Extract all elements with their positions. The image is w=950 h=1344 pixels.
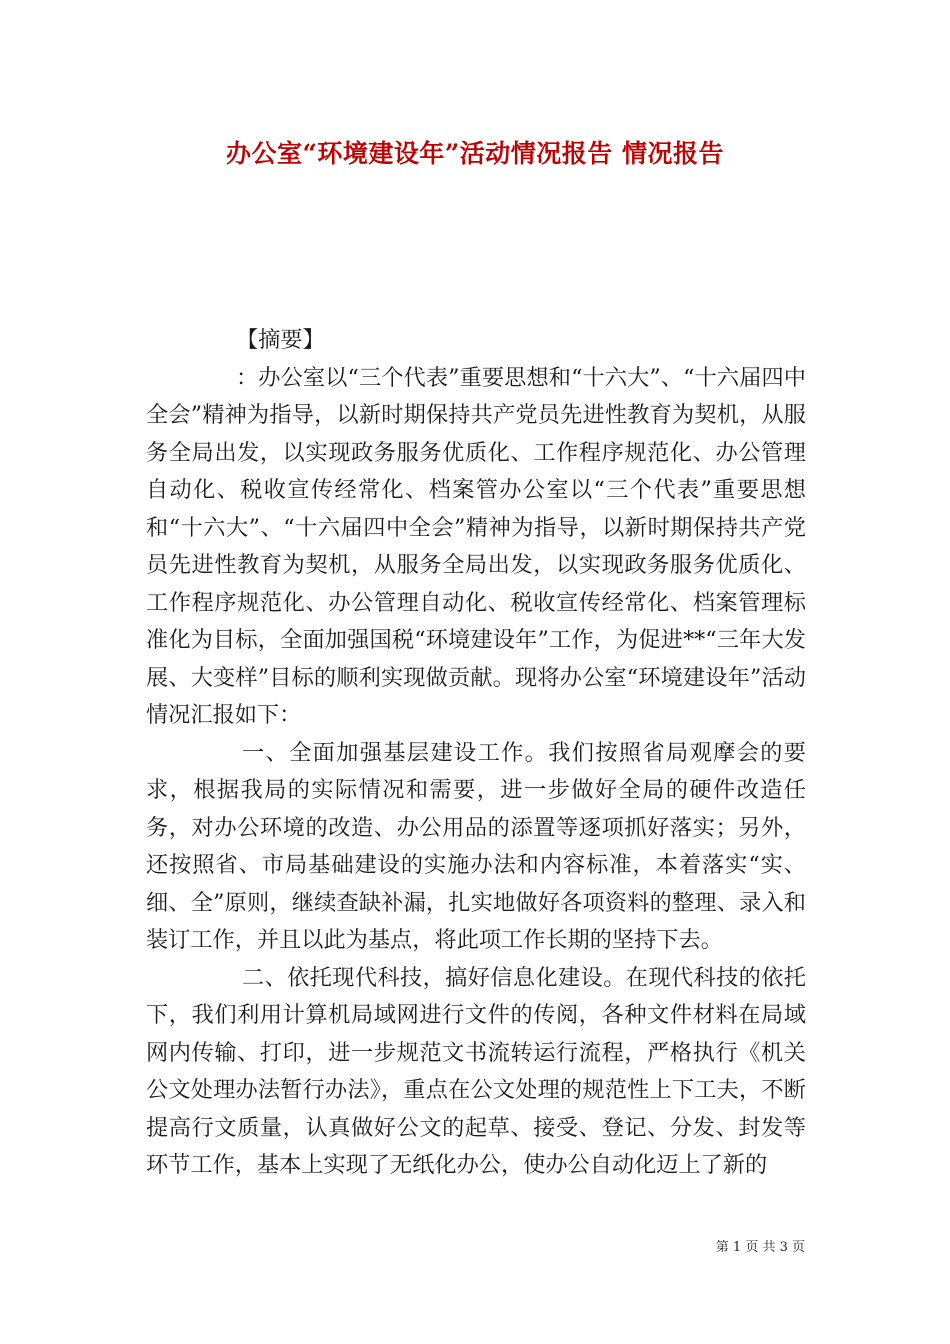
document-body — [146, 322, 806, 1185]
page-number-footer: 第 1 页 共 3 页 — [715, 1240, 805, 1255]
document-title: 办公室“环境建设年”活动情况报告 情况报告 — [226, 139, 724, 168]
section-two-paragraph: 二、依托现代科技，搞好信息化建设。在现代科技的依托下，我们利用计算机局域网进行文件的传阅，各种文件材料在局域网内传输、打印，进一步规范文书流转运行流程，严格执行《机关公文处理办法暂行办法》，重点在公文处理的规范性上下工夫，不断提高行文质量，认真做好公文的起草、接受、登记、分发、封发等环节工作，基本上实现了无纸化办公，使办公自动化迈上了新的 — [146, 964, 806, 1178]
abstract-paragraph: ：办公室以“三个代表”重要思想和“十六大”、“十六届四中全会”精神为指导，以新时期保持共产党员先进性教育为契机，从服务全局出发，以实现政务服务优质化、工作程序规范化、办公管理自动化、税收宣传经常化、档案管办公室以“三个代表”重要思想和“十六大”、“十六届四中全会”精神为指导，以新时期保持共产党员先进性教育为契机，从服务全局出发，以实现政务服务优质化、工作程序规范化、办公管理自动化、税收宣传经常化、档案管理标准化为目标，全面加强国税“环境建设年”工作，为促进**“三年大发展、大变样”目标的顺利实现做贡献。现将办公室“环境建设年”活动情况汇报如下： — [146, 364, 806, 728]
abstract-heading: 【摘要】 — [236, 327, 325, 353]
section-one-paragraph: 一、全面加强基层建设工作。我们按照省局观摩会的要求，根据我局的实际情况和需要，进一步做好全局的硬件改造任务，对办公环境的改造、办公用品的添置等逐项抓好落实；另外，还按照省、市局基础建设的实施办法和内容标准，本着落实“实、细、全”原则，继续查缺补漏，扎实地做好各项资料的整理、录入和装订工作，并且以此为基点，将此项工作长期的坚持下去。 — [146, 739, 806, 953]
